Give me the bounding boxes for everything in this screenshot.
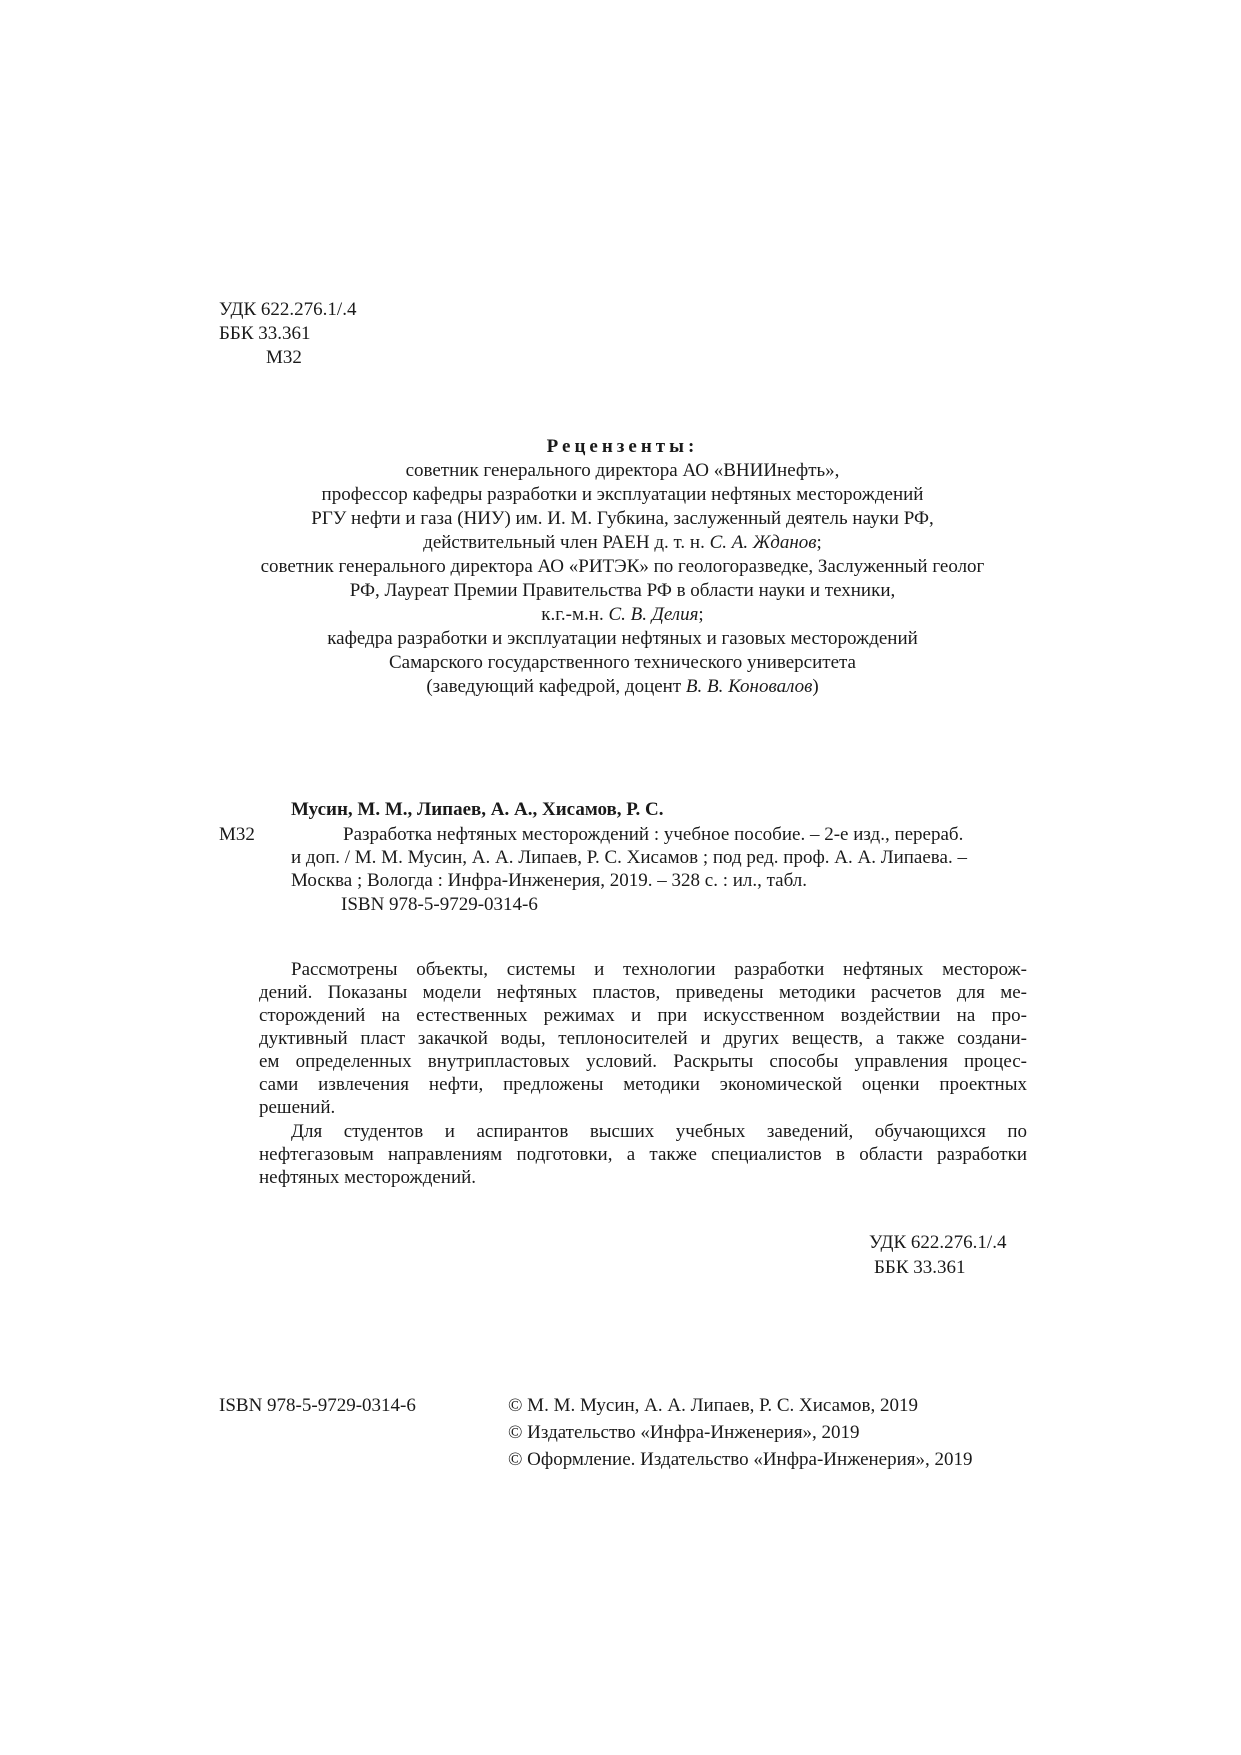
card-description [291, 823, 1027, 892]
annotation [259, 958, 1027, 1189]
copyright-line: © М. М. Мусин, А. А. Липаев, Р. С. Хисамов, 2019 [508, 1395, 919, 1416]
annotation-line: нефтяных месторождений. [259, 1167, 477, 1188]
reviewers-list [220, 459, 1025, 698]
copyright-line: © Издательство «Инфра-Инженерия», 2019 [508, 1422, 860, 1443]
annotation-line: дений. Показаны модели нефтяных пластов, приведены методики расчетов для ме- [259, 982, 1027, 1003]
annotation-paragraph [259, 1120, 1027, 1189]
card-description-line: Москва ; Вологда : Инфра-Инженерия, 2019. – 328 с. : ил., табл. [291, 870, 808, 891]
annotation-line: сами извлечения нефти, предложены методики экономической оценки проектных [259, 1074, 1027, 1095]
card-description-line: Разработка нефтяных месторождений : учебное пособие. – 2-е изд., перераб. [343, 824, 964, 845]
card-index: М32 [219, 824, 255, 845]
reviewer-line: (заведующий кафедрой, доцент В. В. Коновалов) [426, 676, 819, 697]
reviewers-section [220, 435, 1025, 698]
annotation-line: сторождений на естественных режимах и при искусственном воздействии на про- [259, 1005, 1027, 1026]
reviewer-line: действительный член РАЕН д. т. н. С. А. Жданов; [423, 532, 822, 553]
annotation-line: Рассмотрены объекты, системы и технологии разработки нефтяных месторож- [291, 959, 1027, 980]
reviewer-line: советник генерального директора АО «ВНИИнефть», [405, 460, 840, 481]
reviewers-heading: Рецензенты: [546, 436, 699, 457]
annotation-line: нефтегазовым направлениям подготовки, а также специалистов в области разработки [259, 1144, 1027, 1165]
reviewer-line: Самарского государственного технического университета [388, 652, 856, 673]
card-authors: Мусин, М. М., Липаев, А. А., Хисамов, Р. С. [291, 799, 664, 820]
annotation-paragraph [259, 958, 1027, 1119]
reviewer-line: кафедра разработки и эксплуатации нефтяных и газовых месторождений [327, 628, 918, 649]
reviewer-name: В. В. Коновалов [685, 676, 813, 697]
reviewer-name: С. В. Делия [608, 604, 699, 625]
classification-block [219, 298, 356, 369]
reviewer-line: к.г.-м.н. С. В. Делия; [541, 604, 704, 625]
annotation-line: ем определенных внутрипластовых условий. Раскрыты способы управления процес- [259, 1051, 1027, 1072]
reviewer-line: РГУ нефти и газа (НИУ) им. И. М. Губкина, заслуженный деятель науки РФ, [311, 508, 934, 529]
bbk-code: ББК 33.361 [219, 323, 311, 344]
classification-bottom [869, 1231, 1006, 1279]
annotation-line: Для студентов и аспирантов высших учебных заведений, обучающихся по [291, 1121, 1027, 1142]
footer-isbn: ISBN 978-5-9729-0314-6 [219, 1395, 416, 1416]
bbk-code-bottom: ББК 33.361 [874, 1257, 966, 1278]
reviewer-line: РФ, Лауреат Премии Правительства РФ в области науки и техники, [349, 580, 896, 601]
udk-code: УДК 622.276.1/.4 [219, 299, 357, 320]
copyright-block [508, 1394, 973, 1475]
author-index: М32 [266, 347, 302, 368]
annotation-line: решений. [259, 1097, 336, 1118]
catalog-card [219, 798, 1027, 916]
reviewer-line: советник генерального директора АО «РИТЭК» по геологоразведке, Заслуженный геолог [260, 556, 985, 577]
reviewer-name: С. А. Жданов [709, 532, 817, 553]
card-description-line: и доп. / М. М. Мусин, А. А. Липаев, Р. С. Хисамов ; под ред. проф. А. А. Липаева. – [291, 847, 967, 868]
card-isbn: ISBN 978-5-9729-0314-6 [341, 894, 538, 915]
annotation-line: дуктивный пласт закачкой воды, теплоносителей и других веществ, а также создани- [259, 1028, 1027, 1049]
copyright-line: © Оформление. Издательство «Инфра-Инженерия», 2019 [508, 1449, 973, 1470]
reviewer-line: профессор кафедры разработки и эксплуатации нефтяных месторождений [321, 484, 924, 505]
udk-code-bottom: УДК 622.276.1/.4 [869, 1232, 1007, 1253]
